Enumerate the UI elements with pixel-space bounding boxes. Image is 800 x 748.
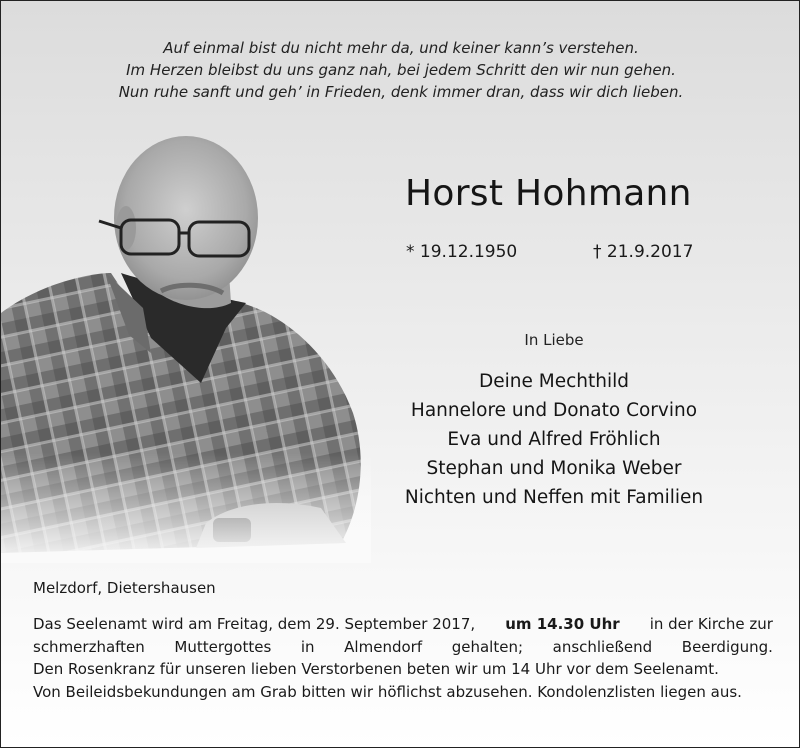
poem-line: Nun ruhe sanft und geh’ in Frieden, denk immer dran, dass wir dich lieben. bbox=[118, 83, 684, 101]
service-details bbox=[33, 613, 773, 703]
portrait-photo bbox=[1, 123, 371, 563]
details-word: schmerzhaften bbox=[33, 637, 145, 656]
details-word: anschließend bbox=[552, 637, 653, 656]
mourner-entry: Stephan und Monika Weber bbox=[426, 458, 682, 479]
details-word: Almendorf bbox=[344, 637, 423, 656]
place-line: Melzdorf, Dietershausen bbox=[33, 579, 216, 597]
details-word: in bbox=[300, 637, 315, 656]
details-line-2 bbox=[33, 636, 773, 659]
mourners-list bbox=[381, 367, 727, 512]
death-date: † 21.9.2017 bbox=[593, 242, 694, 262]
mourner-entry: Hannelore und Donato Corvino bbox=[410, 400, 698, 421]
deceased-name: Horst Hohmann bbox=[405, 173, 692, 214]
birth-date: * 19.12.1950 bbox=[406, 242, 518, 262]
mourners-intro: In Liebe bbox=[524, 331, 584, 349]
details-text: Das Seelenamt wird am Freitag, dem 29. September 2017, bbox=[33, 615, 476, 633]
poem-line: Im Herzen bleibst du uns ganz nah, bei jedem Schritt den wir nun gehen. bbox=[126, 61, 676, 79]
details-word: gehalten; bbox=[451, 637, 524, 656]
details-line-4: Von Beileidsbekundungen am Grab bitten wir höflichst abzusehen. Kondolenzlisten liegen aus. bbox=[33, 682, 742, 701]
service-time: um 14.30 Uhr bbox=[505, 615, 620, 633]
mourner-entry: Eva und Alfred Fröhlich bbox=[447, 429, 661, 450]
poem-line: Auf einmal bist du nicht mehr da, und keiner kann’s verstehen. bbox=[163, 39, 639, 57]
details-text: in der Kirche zur bbox=[649, 615, 773, 633]
mourner-entry: Nichten und Neffen mit Familien bbox=[404, 487, 704, 508]
details-word: Beerdigung. bbox=[681, 637, 773, 656]
details-line-1 bbox=[33, 613, 773, 636]
details-word: Muttergottes bbox=[174, 637, 272, 656]
memorial-poem bbox=[1, 37, 800, 103]
mourner-entry: Deine Mechthild bbox=[479, 371, 629, 392]
details-line-3: Den Rosenkranz für unseren lieben Verstorbenen beten wir um 14 Uhr vor dem Seelenamt. bbox=[33, 660, 719, 678]
